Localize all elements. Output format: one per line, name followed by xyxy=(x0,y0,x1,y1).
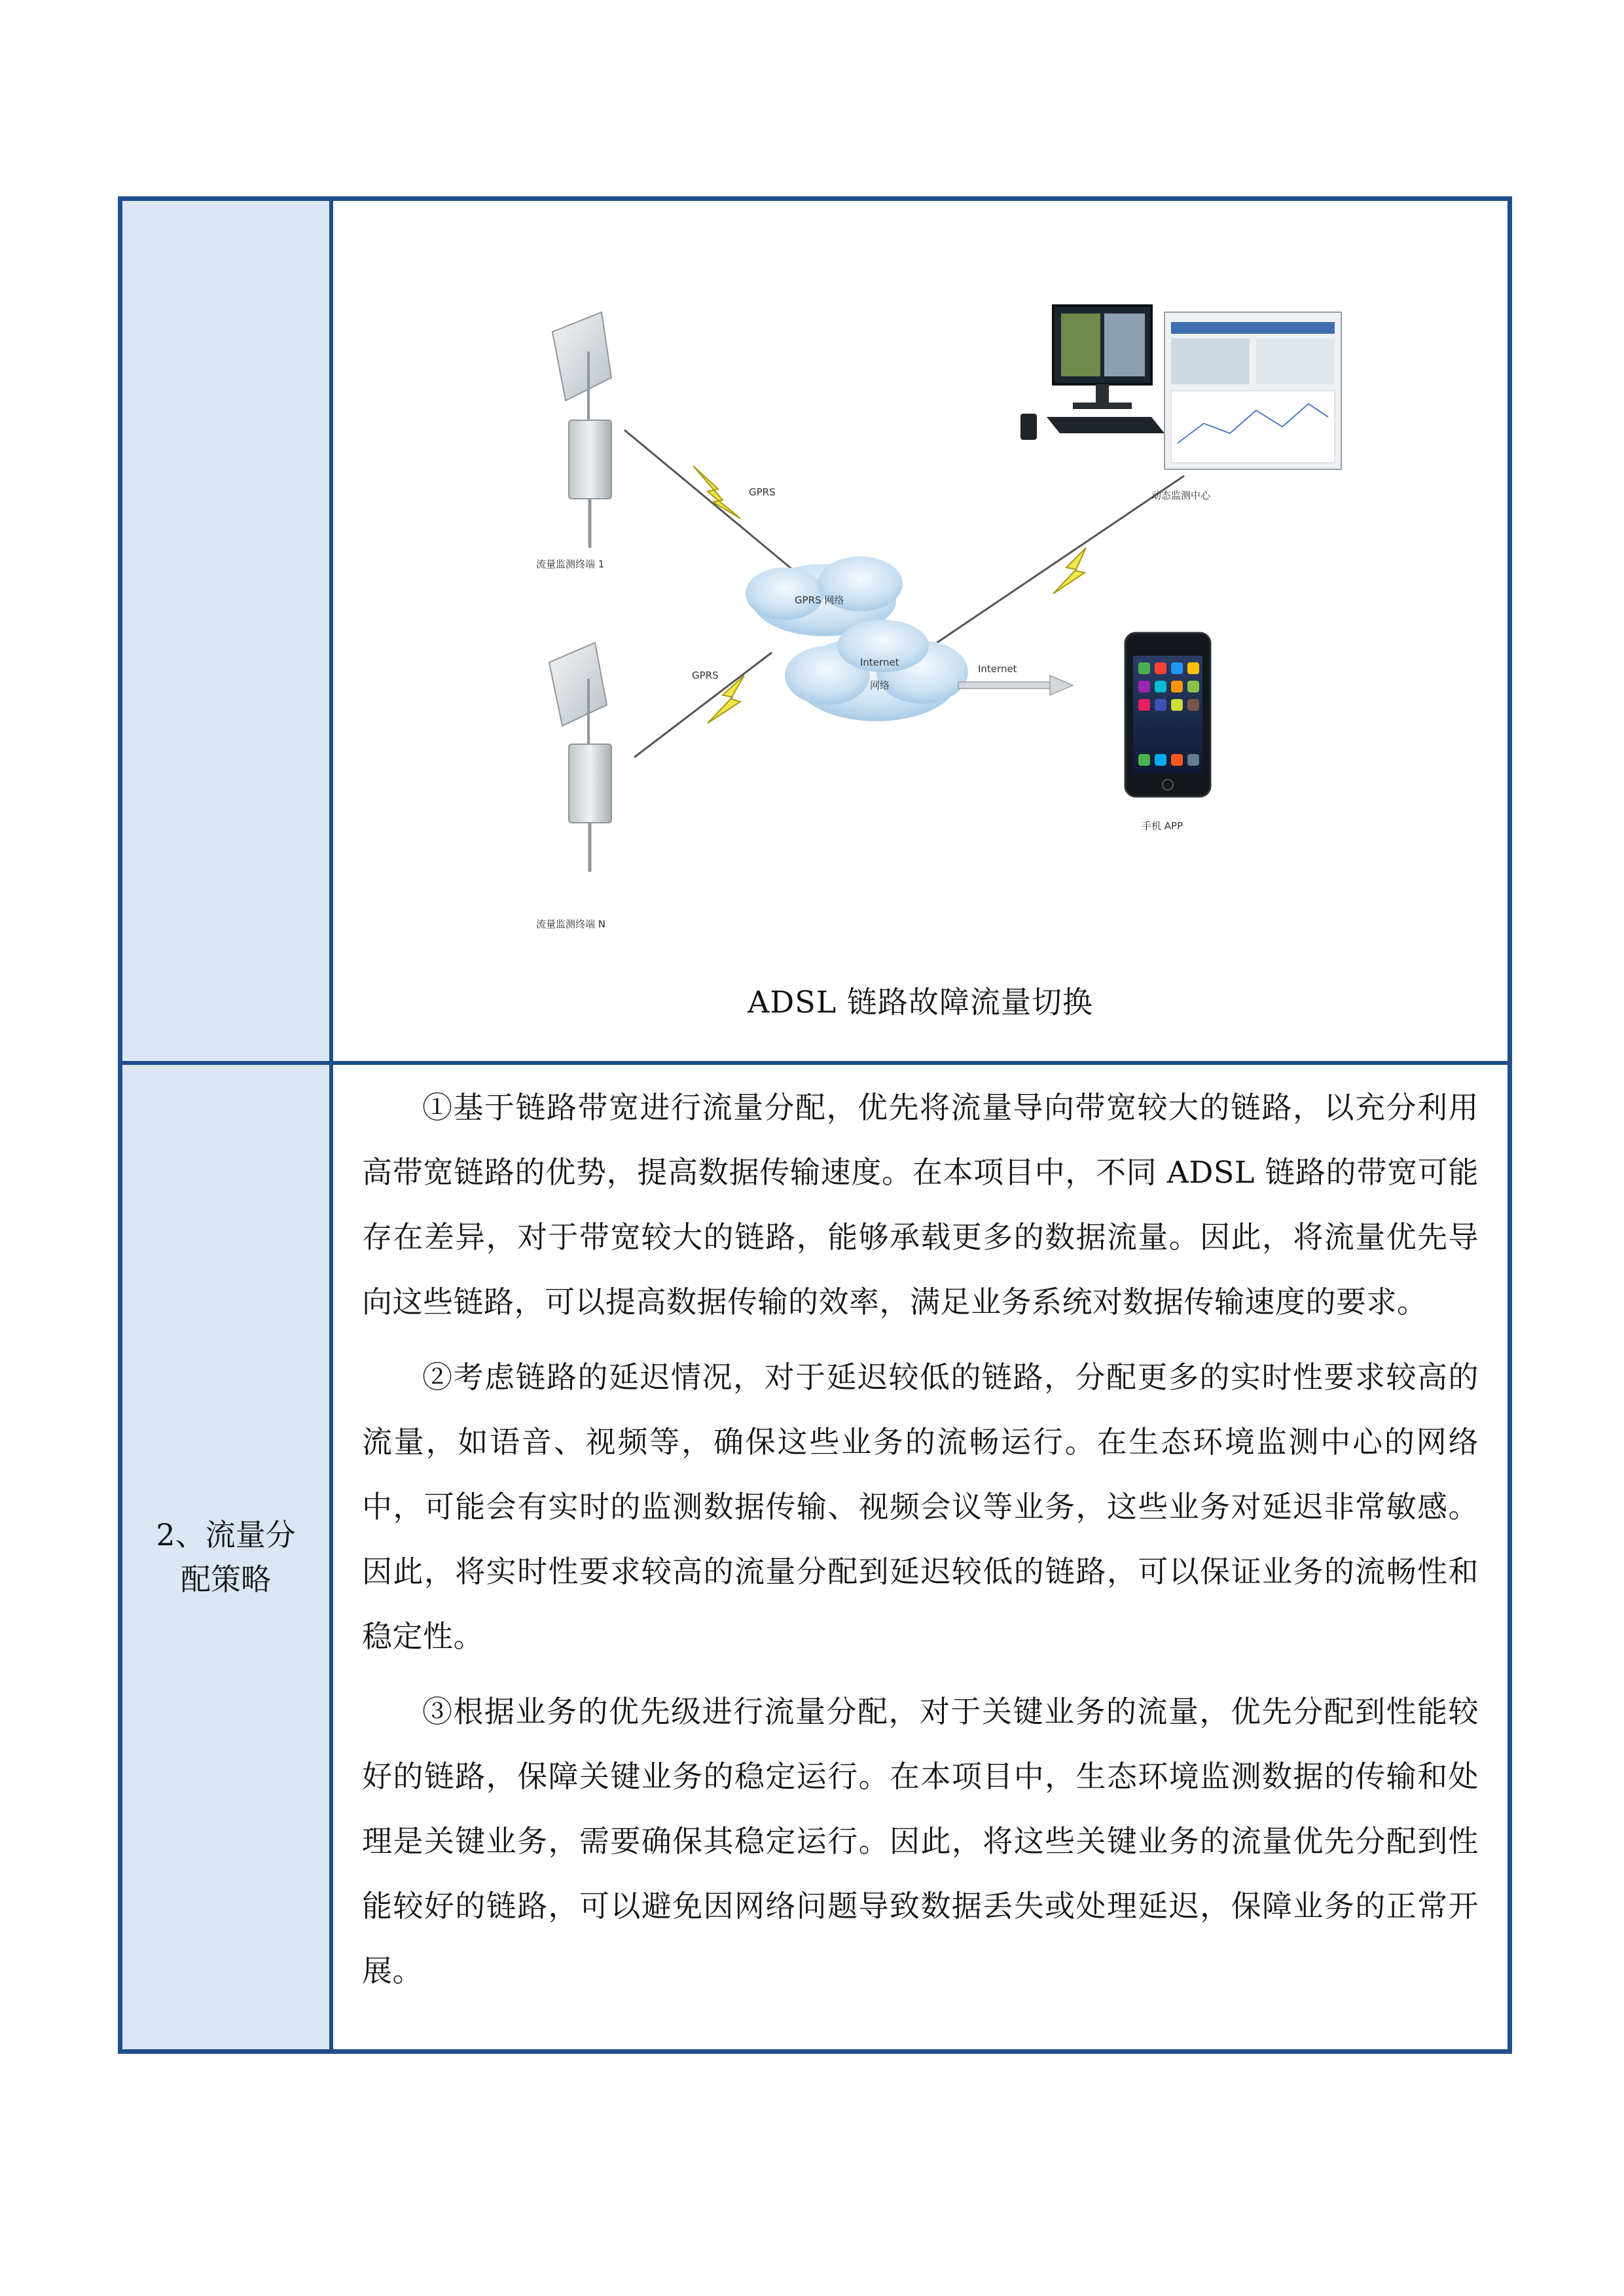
internet-link-label: Internet xyxy=(978,663,1017,675)
gprs-top-label: GPRS xyxy=(749,486,776,498)
terminal-n-label: 流量监测终端 N xyxy=(536,918,605,930)
solar-panel-icon xyxy=(549,643,607,726)
link-terminaln-line xyxy=(634,653,772,757)
gprs-bottom-label: GPRS xyxy=(692,670,719,681)
gprs-network-label: GPRS 网络 xyxy=(795,594,844,606)
strategy-content xyxy=(362,1075,1479,2014)
monitoring-center-computer xyxy=(1020,306,1341,501)
internet-cloud-label-1: Internet xyxy=(860,656,899,668)
strategy-label: 2、流量分配策略 xyxy=(156,1517,296,1597)
figure-row xyxy=(333,201,1507,1061)
terminal-1-label: 流量监测终端 1 xyxy=(536,558,605,570)
content-table xyxy=(118,196,1512,2054)
strategy-paragraph-1: ①基于链路带宽进行流量分配，优先将流量导向带宽较大的链路，以充分利用高带宽链路的优势，提高数据传输速度。在本项目中，不同 ADSL 链路的带宽可能存在差异，对于带宽较大的链路，能够承载更多的数据流量。因此，将流量优先导向这些链路，可以提高数据传输的效率，满足业务系统对数据传输速度的要求。 xyxy=(362,1090,1479,1319)
lightning-bolt-icon xyxy=(708,675,744,723)
solar-panel-icon xyxy=(552,312,611,401)
strategy-paragraph-2: ②考虑链路的延迟情况，对于延迟较低的链路，分配更多的实时性要求较高的流量，如语音、视频等，确保这些业务的流畅运行。在生态环境监测中心的网络中，可能会有实时的监测数据传输、视频会议等业务，这些业务对延迟非常敏感。因此，将实时性要求较高的流量分配到延迟较低的链路，可以保证业务的流畅性和稳定性。 xyxy=(362,1359,1479,1654)
internet-arrow xyxy=(958,663,1073,695)
center-label: 动态监测中心 xyxy=(1151,490,1211,501)
strategy-paragraph-3: ③根据业务的优先级进行流量分配，对于关键业务的流量，优先分配到性能较好的链路，保障关键业务的稳定运行。在本项目中，生态环境监测数据的传输和处理是关键业务，需要确保其稳定运行。因此，将这些关键业务的流量优先分配到性能较好的链路，可以避免因网络问题导致数据丢失或处理延迟，保障业务的正常开展。 xyxy=(362,1694,1479,1988)
monitoring-terminal-1 xyxy=(536,312,611,570)
network-diagram xyxy=(497,286,1374,954)
strategy-label-cell xyxy=(122,1065,329,2049)
lightning-bolt-icon xyxy=(1053,548,1086,594)
link-terminal1-line xyxy=(624,430,798,574)
internet-cloud-label-2: 网络 xyxy=(870,679,890,691)
mobile-phone xyxy=(1125,633,1210,832)
mobile-label: 手机 APP xyxy=(1142,820,1183,832)
monitoring-terminal-n xyxy=(536,643,611,930)
row-divider xyxy=(122,1061,1507,1065)
figure-caption: ADSL 链路故障流量切换 xyxy=(748,984,1093,1020)
link-center-line xyxy=(922,476,1184,653)
